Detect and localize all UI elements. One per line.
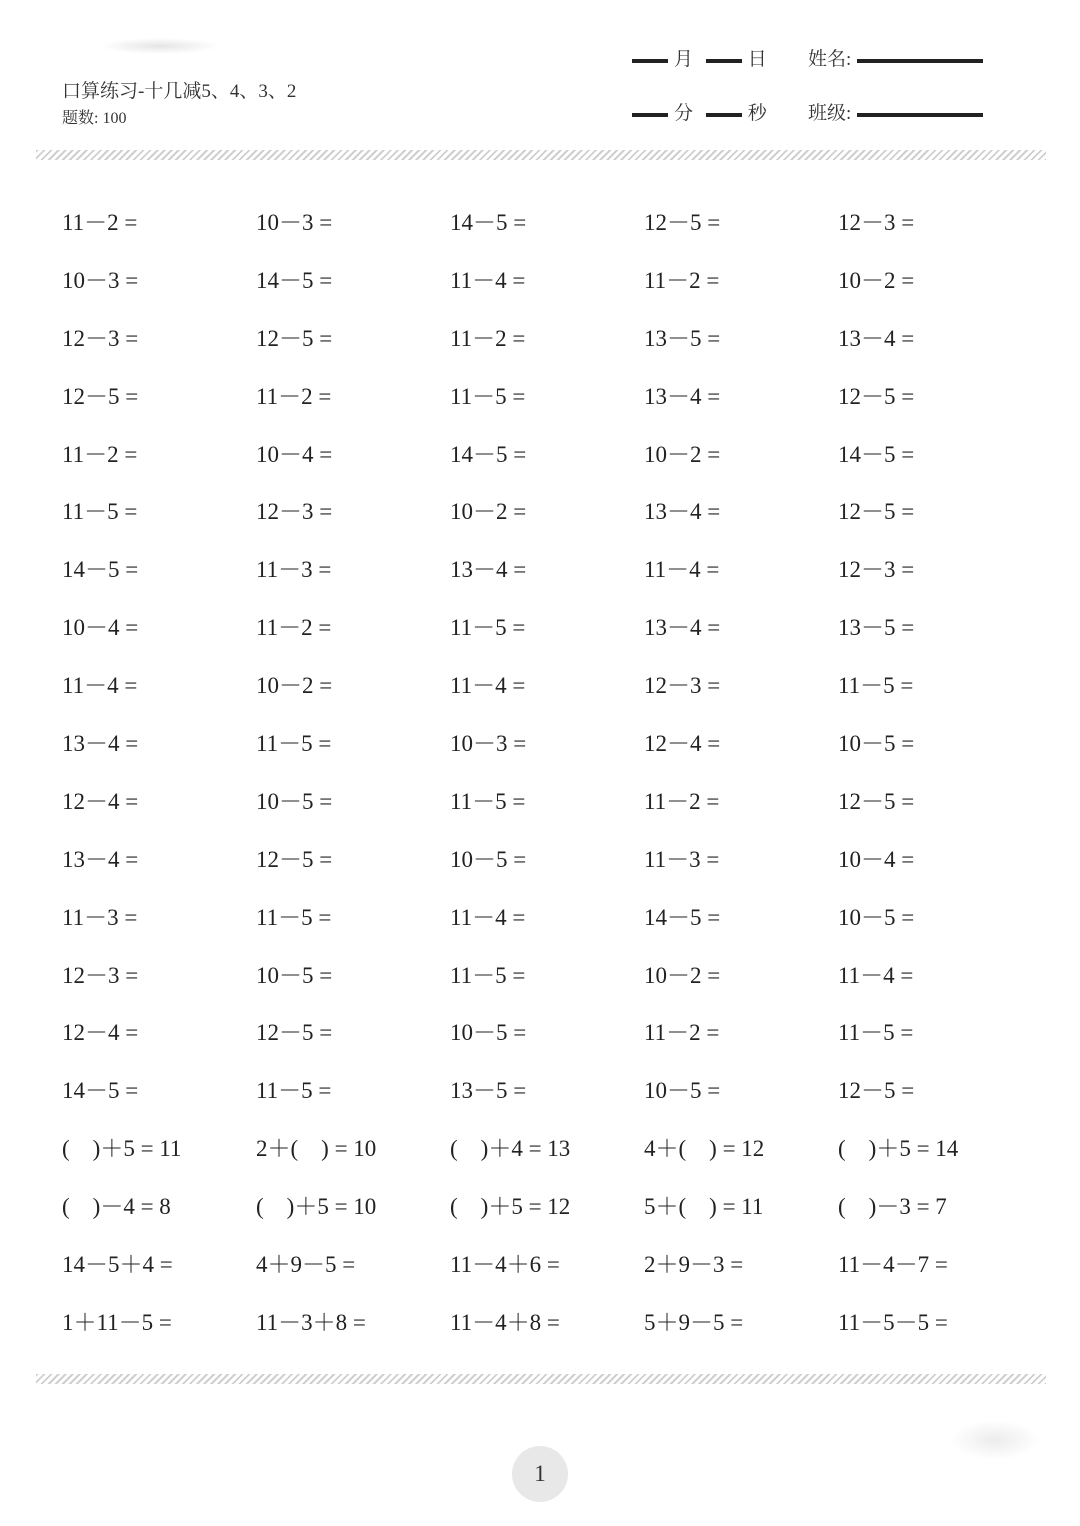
- math-problem: 11－4 =: [838, 962, 914, 988]
- worksheet-title: 口算练习-十几减5、4、3、2: [62, 81, 297, 102]
- math-problem: 11－2 =: [256, 383, 332, 409]
- math-problem: 11－4 =: [450, 267, 526, 293]
- problem-grid: [62, 195, 1032, 1353]
- math-problem: 11－4 =: [644, 557, 720, 583]
- math-problem: 10－2 =: [256, 673, 333, 699]
- top-divider: [36, 150, 1046, 160]
- math-problem: 12－3 =: [62, 962, 139, 988]
- math-problem: 14－5 =: [644, 904, 721, 930]
- name-label: 姓名:: [808, 49, 852, 70]
- problem-row: [62, 369, 1032, 427]
- math-problem: 13－5 =: [450, 1078, 527, 1104]
- math-problem: 12－5 =: [644, 210, 721, 235]
- math-problem: 10－2 =: [838, 267, 915, 293]
- month-blank[interactable]: [632, 59, 668, 63]
- math-problem: 11－5 =: [256, 904, 332, 930]
- class-label: 班级:: [808, 103, 852, 124]
- math-problem: 11－5 =: [450, 962, 526, 988]
- math-problem: 14－5 =: [256, 267, 333, 293]
- math-problem: 11－2 =: [644, 1020, 720, 1046]
- math-problem: 11－5－5 =: [838, 1309, 948, 1335]
- math-problem: 11－5 =: [256, 1078, 332, 1104]
- math-problem: 10－5 =: [838, 731, 915, 757]
- faded-corner-mark: [950, 1420, 1040, 1460]
- math-problem: 11－5 =: [62, 499, 138, 525]
- problem-row: [62, 890, 1032, 948]
- math-problem: 14－5 =: [838, 441, 915, 467]
- name-field: [808, 44, 989, 71]
- math-problem: 12－5 =: [62, 383, 139, 409]
- math-problem: 12－3 =: [838, 557, 915, 583]
- math-problem: 12－5 =: [256, 325, 333, 351]
- class-field: [808, 98, 989, 125]
- math-problem: 10－4 =: [256, 441, 333, 467]
- day-blank[interactable]: [706, 59, 742, 63]
- math-problem: 2＋( ) = 10: [256, 1136, 377, 1162]
- math-problem: 11－4 =: [450, 673, 526, 699]
- minute-blank[interactable]: [632, 113, 668, 117]
- problem-row: [62, 1295, 1032, 1353]
- math-problem: 11－4＋6 =: [450, 1252, 560, 1278]
- faded-logo-mark: [100, 38, 220, 54]
- second-blank[interactable]: [706, 113, 742, 117]
- math-problem: 11－5 =: [450, 383, 526, 409]
- math-problem: 13－5 =: [838, 615, 915, 641]
- problem-row: [62, 948, 1032, 1006]
- math-problem: 11－3 =: [644, 846, 720, 872]
- date-field: [632, 44, 767, 71]
- problem-row: [62, 542, 1032, 600]
- math-problem: 13－4 =: [838, 325, 915, 351]
- math-problem: 12－5 =: [256, 1020, 333, 1046]
- math-problem: 11－3 =: [256, 557, 332, 583]
- math-problem: 10－5 =: [838, 904, 915, 930]
- day-label: 日: [747, 49, 767, 70]
- second-label: 秒: [747, 103, 767, 124]
- math-problem: 14－5 =: [450, 210, 527, 235]
- math-problem: 13－4 =: [62, 731, 139, 757]
- problem-row: [62, 1121, 1032, 1179]
- math-problem: 10－3 =: [450, 731, 527, 757]
- math-problem: 10－4 =: [838, 846, 915, 872]
- problem-row: [62, 658, 1032, 716]
- math-problem: 11－4＋8 =: [450, 1309, 560, 1335]
- math-problem: 11－2 =: [644, 788, 720, 814]
- math-problem: 4＋9－5 =: [256, 1252, 356, 1278]
- math-problem: 11－2 =: [256, 615, 332, 641]
- math-problem: 13－4 =: [644, 615, 721, 641]
- math-problem: 11－5 =: [256, 731, 332, 757]
- math-problem: 2＋9－3 =: [644, 1252, 744, 1278]
- math-problem: 10－2 =: [450, 499, 527, 525]
- page-number: 1: [512, 1446, 568, 1502]
- problem-row: [62, 253, 1032, 311]
- math-problem: ( )＋4 = 13: [450, 1136, 571, 1162]
- worksheet-header: [0, 0, 1080, 150]
- name-blank[interactable]: [857, 59, 983, 63]
- math-problem: ( )＋5 = 14: [838, 1136, 959, 1162]
- math-problem: 10－5 =: [644, 1078, 721, 1104]
- problem-row: [62, 427, 1032, 485]
- math-problem: 1＋11－5 =: [62, 1309, 172, 1335]
- math-problem: 10－5 =: [450, 1020, 527, 1046]
- math-problem: 12－5 =: [256, 846, 333, 872]
- math-problem: 5＋9－5 =: [644, 1309, 744, 1335]
- math-problem: 13－4 =: [644, 499, 721, 525]
- math-problem: 10－5 =: [256, 788, 333, 814]
- math-problem: 12－4 =: [62, 1020, 139, 1046]
- math-problem: 11－3＋8 =: [256, 1309, 366, 1335]
- math-problem: 12－4 =: [644, 731, 721, 757]
- math-problem: 11－2 =: [62, 441, 138, 467]
- math-problem: 10－3 =: [62, 267, 139, 293]
- question-count: 题数: 100: [62, 110, 127, 127]
- math-problem: 10－3 =: [256, 210, 333, 235]
- math-problem: 12－5 =: [838, 788, 915, 814]
- math-problem: 11－5 =: [450, 615, 526, 641]
- math-problem: 14－5 =: [450, 441, 527, 467]
- time-field: [632, 98, 767, 125]
- math-problem: 11－4 =: [62, 673, 138, 699]
- math-problem: 13－4 =: [62, 846, 139, 872]
- math-problem: 12－5 =: [838, 383, 915, 409]
- math-problem: 13－4 =: [450, 557, 527, 583]
- bottom-divider: [36, 1374, 1046, 1384]
- math-problem: 10－2 =: [644, 962, 721, 988]
- math-problem: 11－5 =: [838, 1020, 914, 1046]
- problem-row: [62, 484, 1032, 542]
- math-problem: 11－2 =: [62, 210, 138, 235]
- math-problem: 12－5 =: [838, 1078, 915, 1104]
- math-problem: 10－5 =: [256, 962, 333, 988]
- math-problem: 5＋( ) = 11: [644, 1194, 764, 1220]
- math-problem: 13－4 =: [644, 383, 721, 409]
- problem-row: [62, 311, 1032, 369]
- math-problem: ( )＋5 = 10: [256, 1194, 377, 1220]
- math-problem: 13－5 =: [644, 325, 721, 351]
- math-problem: 11－4－7 =: [838, 1252, 948, 1278]
- math-problem: 4＋( ) = 12: [644, 1136, 765, 1162]
- math-problem: 14－5 =: [62, 1078, 139, 1104]
- math-problem: 10－4 =: [62, 615, 139, 641]
- problem-row: [62, 716, 1032, 774]
- math-problem: 12－3 =: [256, 499, 333, 525]
- math-problem: 11－5 =: [450, 788, 526, 814]
- problem-row: [62, 1005, 1032, 1063]
- class-blank[interactable]: [857, 113, 983, 117]
- month-label: 月: [674, 49, 694, 70]
- math-problem: ( )－3 = 7: [838, 1194, 947, 1220]
- math-problem: 11－3 =: [62, 904, 138, 930]
- math-problem: ( )＋5 = 12: [450, 1194, 571, 1220]
- math-problem: 11－5 =: [838, 673, 914, 699]
- math-problem: ( )＋5 = 11: [62, 1136, 182, 1162]
- problem-row: [62, 832, 1032, 890]
- math-problem: 14－5 =: [62, 557, 139, 583]
- math-problem: 14－5＋4 =: [62, 1252, 173, 1278]
- problem-row: [62, 1237, 1032, 1295]
- problem-row: [62, 600, 1032, 658]
- math-problem: 12－3 =: [838, 210, 915, 235]
- math-problem: 11－2 =: [450, 325, 526, 351]
- math-problem: ( )－4 = 8: [62, 1194, 171, 1220]
- math-problem: 12－4 =: [62, 788, 139, 814]
- math-problem: 10－2 =: [644, 441, 721, 467]
- math-problem: 11－2 =: [644, 267, 720, 293]
- problem-row: [62, 774, 1032, 832]
- math-problem: 11－4 =: [450, 904, 526, 930]
- problem-row: [62, 195, 1032, 253]
- problem-row: [62, 1063, 1032, 1121]
- math-problem: 12－3 =: [644, 673, 721, 699]
- math-problem: 12－5 =: [838, 499, 915, 525]
- math-problem: 10－5 =: [450, 846, 527, 872]
- minute-label: 分: [674, 103, 694, 124]
- problem-row: [62, 1179, 1032, 1237]
- math-problem: 12－3 =: [62, 325, 139, 351]
